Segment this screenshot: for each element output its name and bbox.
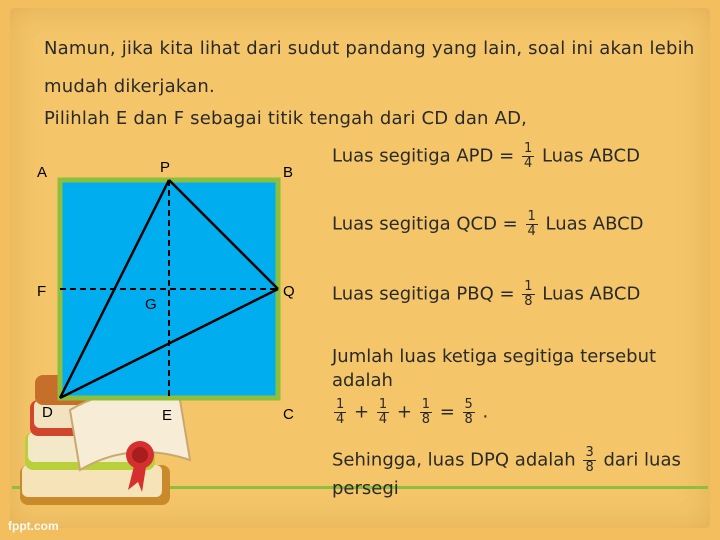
paragraph-line-2: mudah dikerjakan. (44, 76, 215, 97)
equation-apd: Luas segitiga APD = $\frac{1}{4}$ Luas ABCD (332, 141, 640, 171)
sum-line-1: Jumlah luas ketiga segitiga tersebut (332, 346, 657, 367)
point-f-label: F (37, 283, 47, 300)
fraction-pbq: $\frac{1}{8}$ (524, 279, 533, 309)
point-g-label: G (145, 296, 157, 313)
sum-equation: $\frac{1}{4}$ + $\frac{1}{4}$ + $\frac{1}{8}$ = $\frac{5}{8}$ . (336, 397, 489, 427)
fraction-conclusion: $\frac{3}{8}$ (585, 445, 594, 475)
point-p-label: P (160, 159, 171, 176)
point-b-label: B (283, 164, 294, 181)
conclusion-line-2: persegi (332, 478, 399, 499)
equation-qcd: Luas segitiga QCD = $\frac{1}{4}$ Luas ABCD (332, 209, 644, 239)
fraction-apd: $\frac{1}{4}$ (523, 141, 533, 171)
equation-pbq: Luas segitiga PBQ = $\frac{1}{8}$ Luas ABCD (332, 279, 641, 309)
point-e-label: E (162, 407, 173, 424)
point-a-label: A (37, 164, 48, 181)
conclusion-line-1: Sehingga, luas DPQ adalah $\frac{3}{8}$ dari luas (332, 445, 681, 475)
paragraph-line-1: Namun, jika kita lihat dari sudut pandang yang lain, soal ini akan lebih (44, 38, 695, 59)
point-c-label: C (283, 406, 294, 423)
square-diagram (55, 175, 290, 405)
point-q-label: Q (283, 283, 295, 300)
watermark-logo: fppt.com (8, 519, 59, 533)
fraction-qcd: $\frac{1}{4}$ (527, 209, 536, 239)
point-d-label: D (42, 404, 53, 421)
paragraph-line-3: Pilihlah E dan F sebagai titik tengah dari CD dan AD, (44, 108, 528, 129)
sum-line-2: adalah (332, 370, 393, 391)
